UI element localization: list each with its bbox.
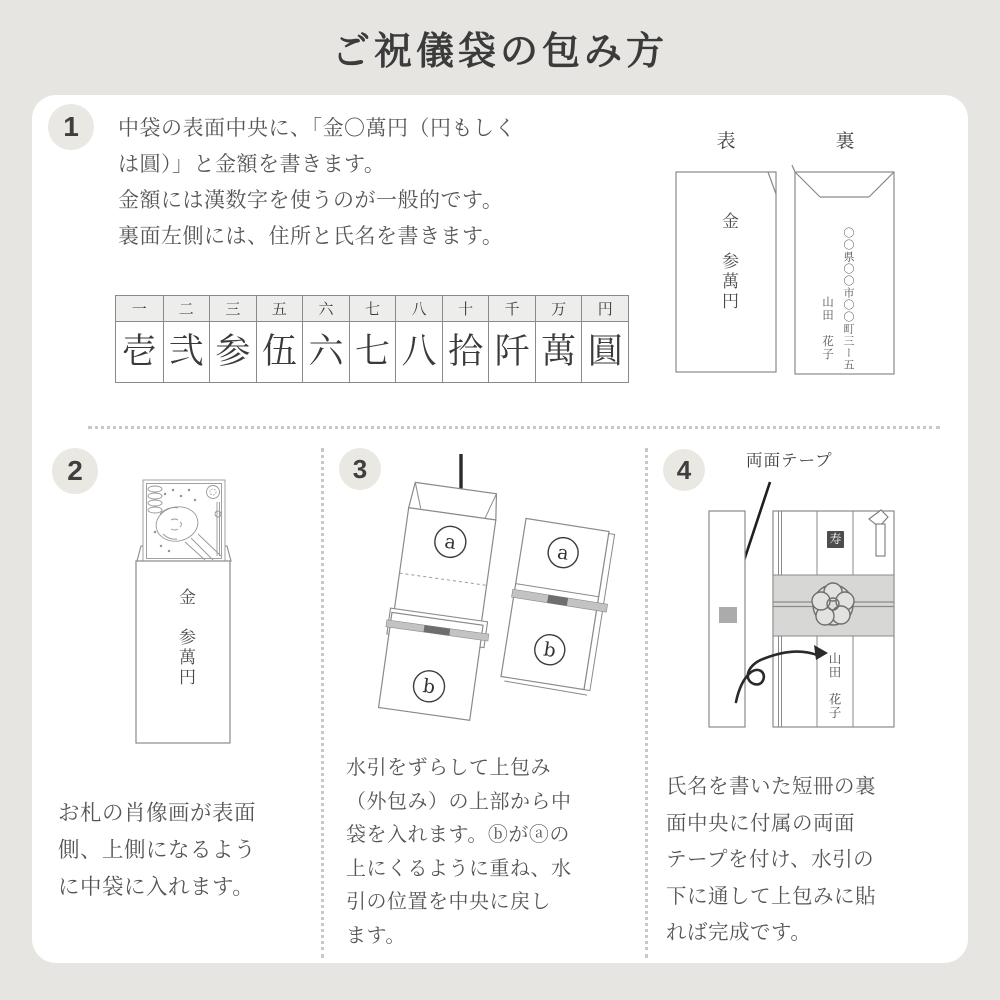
front-amount-text: 金 参萬円 [719, 212, 738, 312]
kanji-body-cell: 参 [209, 322, 256, 382]
kanji-body-cell: 八 [395, 322, 442, 382]
page-title: ご祝儀袋の包み方 [331, 31, 668, 73]
step1-line: は圓）」と金額を書きます。 [118, 153, 386, 176]
step1-number-badge: 1 [48, 104, 94, 150]
kanji-header-cell: 二 [163, 296, 210, 322]
kanji-body-cell: 六 [302, 322, 349, 382]
kanji-header-cell: 五 [256, 296, 303, 322]
step2-caption [58, 795, 316, 906]
kanji-body-cell: 阡 [488, 322, 535, 382]
step3-line: 上にくるように重ね、水 [346, 857, 572, 880]
double-sided-tape-label: 両面テープ [746, 452, 833, 470]
back-name-text: 山田 花子 [821, 296, 833, 361]
kanji-header-cell: 一 [116, 296, 163, 322]
step4-number-badge: 4 [663, 449, 705, 491]
step4-line: テープを付け、水引の [666, 848, 875, 871]
kanji-body-cell: 拾 [442, 322, 489, 382]
step3-line: ます。 [346, 924, 406, 947]
kotobuki-badge: 寿 [827, 531, 844, 548]
kanji-header-cell: 万 [535, 296, 582, 322]
step1-line: 金額には漢数字を使うのが一般的です。 [118, 189, 504, 212]
step1-line: 中袋の表面中央に、「金〇萬円（円もしく [118, 117, 516, 140]
step1-instructions [118, 111, 663, 255]
kanji-body-cell: 七 [349, 322, 396, 382]
kanji-header-cell: 三 [209, 296, 256, 322]
step3-line: 引の位置を中央に戻し [346, 891, 551, 913]
label-b: b [541, 638, 558, 663]
label-b: b [421, 675, 437, 699]
step2-line: 側、上側になるよう [58, 838, 257, 862]
banknote-sketch [143, 480, 225, 562]
label-a: a [555, 541, 571, 565]
kanji-body-cell: 弐 [163, 322, 210, 382]
label-a: a [443, 530, 458, 555]
kanji-body-cell: 萬 [535, 322, 582, 382]
step2-number-badge: 2 [52, 448, 98, 494]
step4-name-text: 山田 花子 [827, 652, 841, 720]
step2-line: お札の肖像画が表面 [58, 801, 257, 825]
kanji-header-cell: 円 [581, 296, 628, 322]
step1-envelopes-diagram [655, 118, 905, 383]
step2-line: に中袋に入れます。 [58, 875, 255, 899]
kanji-body-cell: 壱 [116, 322, 163, 382]
step3-wrapping-diagram [330, 440, 650, 752]
back-address-text: 〇〇県〇〇市〇〇町三ー五 [842, 227, 854, 371]
step4-line: 氏名を書いた短冊の裏 [666, 775, 876, 798]
kanji-header-cell: 千 [488, 296, 535, 322]
kanji-body-cell: 伍 [256, 322, 303, 382]
step3-number-badge: 3 [339, 448, 381, 490]
wrapper-open [375, 481, 509, 721]
step1-line: 裏面左側には、住所と氏名を書きます。 [118, 225, 504, 248]
step3-line: 水引をずらして上包み [346, 757, 551, 779]
kanji-numeral-table [115, 295, 629, 383]
step4-finish-diagram [655, 440, 965, 740]
kanji-table-header-row [116, 296, 628, 322]
step3-line: 袋を入れます。ⓑがⓐの [346, 824, 570, 846]
kanji-header-cell: 十 [442, 296, 489, 322]
step2-amount-text: 金 参萬円 [176, 588, 195, 688]
step3-line: （外包み）の上部から中 [346, 790, 572, 813]
step4-line: れば完成です。 [666, 921, 812, 944]
kanji-header-cell: 七 [349, 296, 396, 322]
step4-line: 下に通して上包みに貼 [666, 884, 876, 908]
step4-caption [666, 769, 962, 952]
step3-caption [346, 752, 641, 953]
front-envelope-label: 表 [716, 131, 736, 152]
kanji-header-cell: 八 [395, 296, 442, 322]
step4-line: 面中央に付属の両面 [666, 811, 855, 835]
kanji-table-body-row [116, 322, 628, 382]
wrapper-closed [498, 518, 619, 696]
back-flap-tick [792, 165, 795, 172]
kanji-header-cell: 六 [302, 296, 349, 322]
back-envelope-label: 裏 [835, 131, 855, 152]
tape-square [719, 607, 737, 623]
vertical-dotted-divider-1 [321, 448, 324, 958]
horizontal-dotted-divider [88, 426, 940, 429]
kanji-body-cell: 圓 [581, 322, 628, 382]
